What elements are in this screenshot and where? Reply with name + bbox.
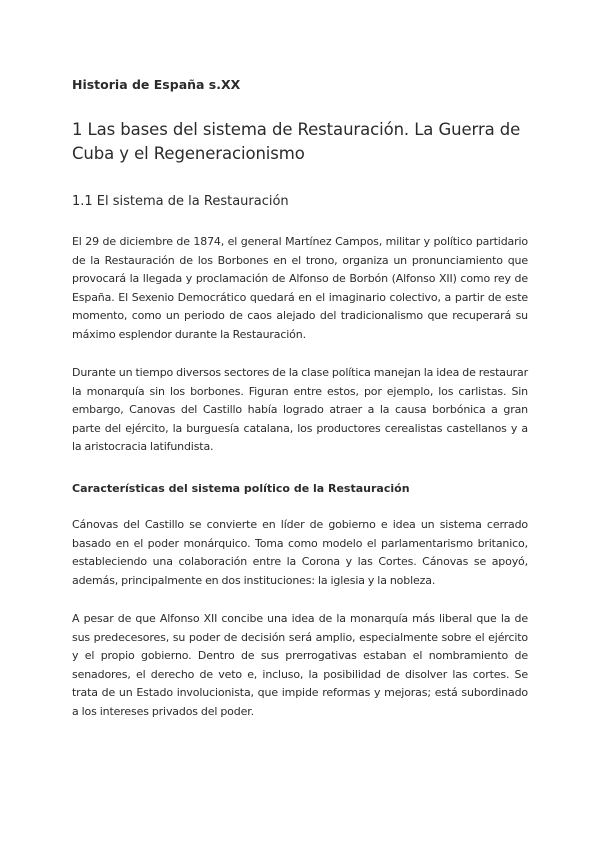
paragraph: A pesar de que Alfonso XII concibe una idea de la monarquía más liberal que la de sus predecesores, su poder de decisión será amplio, especialmente sobre el ejército y el propio gobierno. Dentro de sus prerrogativas estaban el nombramiento de senadores, el derecho de veto e, incluso, la posibilidad de disolver las cortes. Se trata de un Estado involucionista, que impide reformas y mejoras; está subordinado a los intereses privados del poder.: [72, 612, 528, 718]
paragraph: Durante un tiempo diversos sectores de la clase política manejan la idea de restaurar la monarquía sin los borbones. Figuran entre estos, por ejemplo, los carlistas. Sin embargo, Canovas del Castillo había logrado atraer a la causa borbónica a gran parte del ejército, la burguesía catalana, los productores cerealistas castellanos y a la aristocracia latifundista.: [72, 366, 528, 454]
chapter-heading: 1 Las bases del sistema de Restauración. La Guerra de Cuba y el Regeneracionismo: [72, 120, 521, 163]
paragraph: El 29 de diciembre de 1874, el general Martínez Campos, militar y político partidario de la Restauración de los Borbones en el trono, organiza un pronunciamiento que provocará la llegada y proclamación de Alfonso de Borbón (Alfonso XII) como rey de España. El Sexenio Democrático quedará en el imaginario colectivo, a partir de este momento, como un periodo de caos alejado del tradicionalismo que recuperará su máximo esplendor durante la Restauración.: [72, 235, 528, 341]
section-heading: 1.1 El sistema de la Restauración: [72, 194, 289, 209]
document-header: Historia de España s.XX: [72, 77, 241, 92]
subsection-heading: Características del sistema político de la Restauración: [72, 482, 410, 495]
paragraph: Cánovas del Castillo se convierte en líder de gobierno e idea un sistema cerrado basado en el poder monárquico. Toma como modelo el parlamentarismo britanico, estableciendo una colaboración entre la Corona y las Cortes. Cánovas se apoyó, además, principalmente en dos instituciones: la iglesia y la nobleza.: [72, 518, 528, 587]
